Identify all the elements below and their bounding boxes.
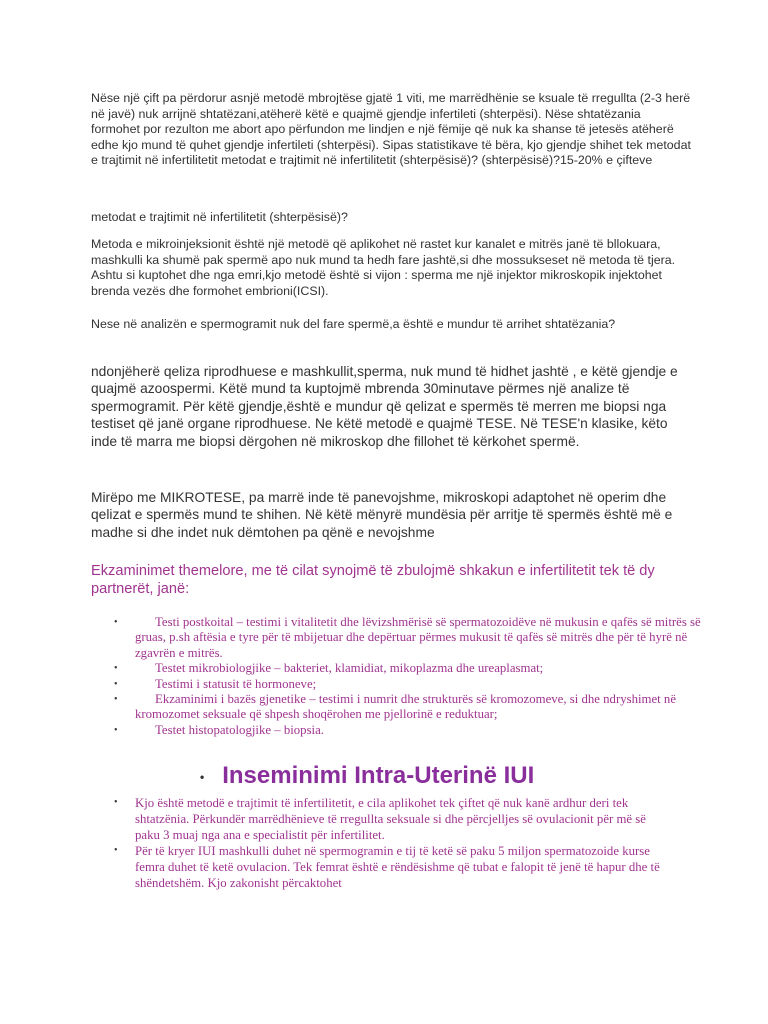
bullet-icon: • (114, 617, 118, 628)
list-item-text: Për të kryer IUI mashkulli duhet në spermogramin e tij të ketë së paku 5 miljon spermatozoide kurse femra duhet të ketë ovulacion. Tek femrat është e rëndësishme që tubat e falopit të jenë të hapur dhe të shëndetshëm. Kjo zakonisht përcaktohet (135, 844, 660, 890)
list-item (0, 661, 768, 676)
list-item-text: Testi postkoital – testimi i vitalitetit dhe lëvizshmërisë së spermatozoidëve në mukusin e qafës së mitrës së gruas, p.sh aftësia e tyre për të mbijetuar dhe depërtuar përmes mukusit të qafës së mitrës dhe për të hyrë në zgavrën e mitrës. (135, 615, 701, 660)
bullet-icon: • (114, 845, 118, 856)
list-item-text: Ekzaminimi i bazës gjenetike – testimi i numrit dhe strukturës së kromozomeve, si dhe ndryshimet në kromozomet seksuale që shpesh shoqërohen me pjellorinë e reduktuar; (135, 692, 676, 722)
heading-text: Inseminimi Intra-Uterinë IUI (222, 762, 535, 789)
list-item (0, 795, 768, 843)
question-no-sperm: Nese në analizën e spermogramit nuk del fare spermë,a është e mundur të arrihet shtatëzania? (91, 317, 616, 331)
heading-bullet-icon: • (200, 769, 205, 784)
list-item (0, 677, 768, 692)
list-item-text: Kjo është metodë e trajtimit të infertilitetit, e cila aplikohet tek çiftet që nuk kanë ardhur deri tek shtatzënia. Përkundër marrëdhënieve të rregullta seksuale si dhe përcjelljes së ovulacionit për më së paku 3 muaj nga ana e specialistit për infertilitet. (135, 796, 646, 842)
intro-paragraph: Nëse një çift pa përdorur asnjë metodë mbrojtëse gjatë 1 viti, me marrëdhënie se ksuale të rregullta (2-3 herë në javë) nuk arrijnë shtatëzani,atëherë këtë e quajmë gjendje infertileti (shterpësi). Nëse shtatëzania formohet por rezulton me abort apo përfundon me lindjen e një fëmije që nuk ka shanse të jetesës atëherë edhe kjo mund të quhet gjendje infertileti (shterpësi). Sipas statistikave të bëra, kjo gjendje shihet tek metodat e trajtimit në infertilitetit metodat e trajtimit në infertilitetit (shterpësisë)? (shterpësisë)?15-20% e çifteve (91, 91, 691, 168)
bullet-icon: • (114, 694, 118, 706)
list-item (0, 723, 768, 738)
bullet-icon: • (114, 678, 118, 690)
iui-list (0, 795, 768, 891)
list-item-text: Testimi i statusit të hormoneve; (155, 676, 317, 691)
basic-exams-intro: Ekzaminimet themelore, me të cilat synojmë të zbulojmë shkakun e infertilitetit tek të dy partnerët, janë: (91, 563, 655, 597)
exams-list (0, 615, 768, 738)
azoospermia-paragraph: ndonjëherë qeliza riprodhuese e mashkullit,sperma, nuk mund të hidhet jashtë , e këtë gjendje e quajmë azoospermi. Këtë mund ta kuptojmë mbrenda 30minutave përmes një analize të spermogramit. Për këtë gjendje,është e mundur që qelizat e spermës të merren me biopsi nga testiset që janë organe riprodhuese. Ne këtë metodë e quajmë TESE. Në TESE'n klasike, këto inde të marra me biopsi dërgohen në mikroskop dhe fillohet të kërkohet spermë. (91, 364, 678, 449)
list-item (0, 692, 768, 723)
list-item-text: Testet mikrobiologjike – bakteriet, klamidiat, mikoplazma dhe ureaplasmat; (155, 661, 544, 676)
list-item (0, 615, 768, 661)
microtese-paragraph: Mirëpo me MIKROTESE, pa marrë inde të panevojshme, mikroskopi adaptohet në operim dhe qelizat e spermës mund te shihen. Në këtë mënyrë mundësia për arritje të spermës është më e madhe si dhe indet nuk dëmtohen pa qënë e nevojshme (91, 490, 673, 540)
microinjection-paragraph: Metoda e mikroinjeksionit është një metodë që aplikohet në rastet kur kanalet e mitrës janë të bllokuara, mashkulli ka shumë pak spermë apo nuk mund ta hedh fare jashtë,si dhe mossukseset në metoda të tjera. Ashtu si kuptohet dhe nga emri,kjo metodë është si vijon : sperma me një injektor mikroskopik injektohet brenda vezës dhe formohet embrioni(ICSI). (91, 237, 676, 298)
question-treatment-methods: metodat e trajtimit në infertilitetit (shterpësisë)? (91, 210, 348, 224)
bullet-icon: • (114, 663, 118, 675)
bullet-icon: • (114, 797, 118, 808)
list-item-text: Testet histopatologjike – biopsia. (155, 722, 324, 737)
list-item (0, 843, 768, 891)
bullet-icon: • (114, 724, 118, 736)
iui-heading (200, 762, 534, 790)
